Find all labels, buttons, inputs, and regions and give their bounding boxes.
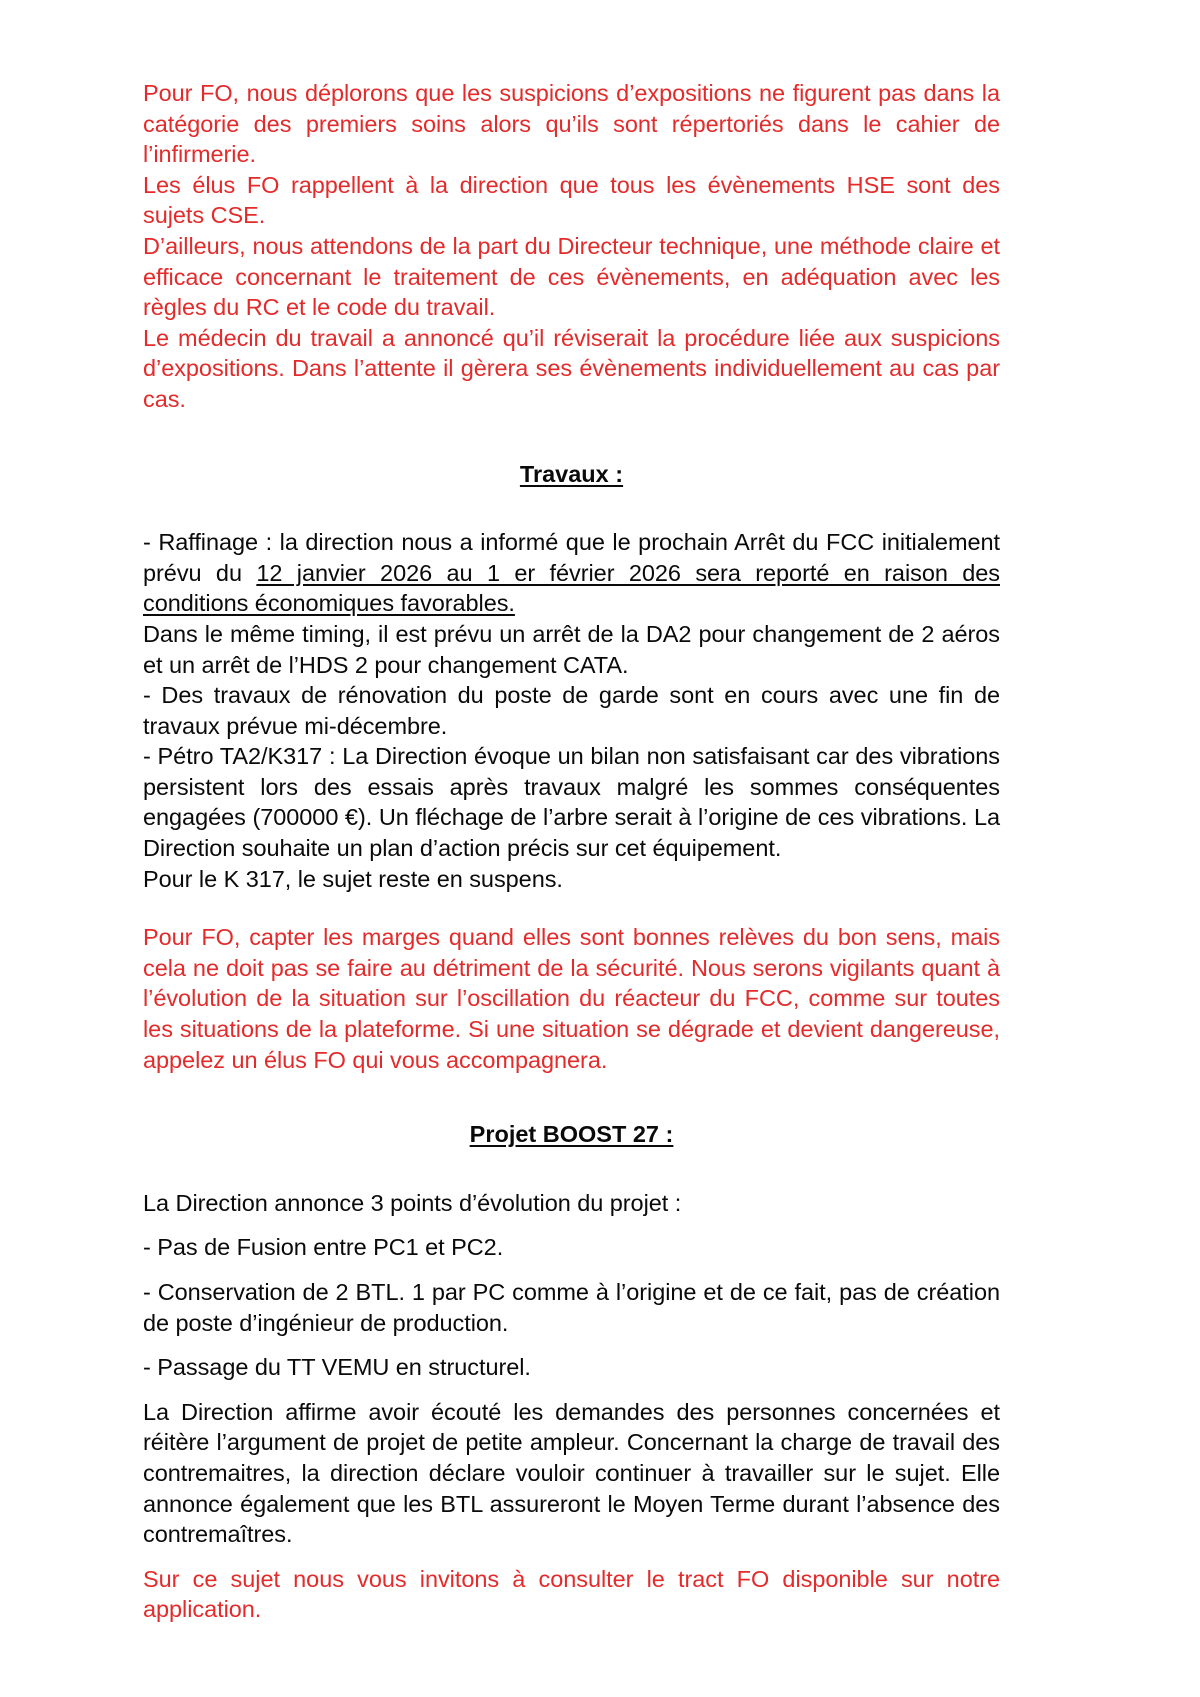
fo-exposures-comment-block bbox=[143, 78, 1000, 415]
document-body bbox=[143, 78, 1000, 1625]
spacer bbox=[143, 1150, 1000, 1188]
spacer bbox=[143, 415, 1000, 459]
paragraph-petro-ta2-k317: - Pétro TA2/K317 : La Direction évoque un bilan non satisfaisant car des vibrations persistent lors des essais après travaux malgré les sommes conséquentes engagées (700000 €). Un fléchage de l’arbre serait à l’origine de ces vibrations. La Direction souhaite un plan d’action précis sur cet équipement. bbox=[143, 743, 1000, 862]
paragraph-boost-point-2: - Conservation de 2 BTL. 1 par PC comme à l’origine et de ce fait, pas de création de poste d’ingénieur de production. bbox=[143, 1279, 1000, 1336]
spacer bbox=[143, 489, 1000, 527]
raffinage-underlined-text: 12 janvier 2026 au 1 er février 2026 sera reporté en raison des conditions économiques favorables. bbox=[143, 559, 1000, 617]
paragraph-fo-exposures-3: D’ailleurs, nous attendons de la part du Directeur technique, une méthode claire et efficace concernant le traitement de ces évènements, en adéquation avec les règles du RC et le code du travail. bbox=[143, 232, 1000, 321]
paragraph-k317-suspens: Pour le K 317, le sujet reste en suspens. bbox=[143, 865, 563, 892]
paragraph-poste-garde: - Des travaux de rénovation du poste de garde sont en cours avec une fin de travaux prévue mi-décembre. bbox=[143, 682, 1000, 739]
spacer bbox=[143, 1338, 1000, 1352]
paragraph-raffinage bbox=[143, 527, 1000, 619]
travaux-body-block bbox=[143, 527, 1000, 894]
spacer bbox=[143, 1383, 1000, 1397]
spacer bbox=[143, 1218, 1000, 1232]
paragraph-boost-intro: La Direction annonce 3 points d’évolution du projet : bbox=[143, 1189, 682, 1216]
raffinage-lead-text: - Raffinage : la direction nous a informé que le prochain Arrêt du FCC initialement prévu du bbox=[143, 529, 1000, 586]
spacer bbox=[143, 1075, 1000, 1119]
paragraph-boost-point-3: - Passage du TT VEMU en structurel. bbox=[143, 1354, 531, 1381]
paragraph-fo-margins-comment: Pour FO, capter les marges quand elles sont bonnes relèves du bon sens, mais cela ne doit pas se faire au détriment de la sécurité. Nous serons vigilants quant à l’évolution de la situation sur l’oscillation du réacteur du FCC, comme sur toutes les situations de la plateforme. Si une situation se dégrade et devient dangereuse, appelez un élus FO qui vous accompagnera. bbox=[143, 924, 1000, 1073]
paragraph-boost-direction-statement: La Direction affirme avoir écouté les demandes des personnes concernées et réitère l’argument de projet de petite ampleur. Concernant la charge de travail des contremaitres, la direction déclare vouloir continuer à travailler sur le sujet. Elle annonce également que les BTL assureront le Moyen Terme durant l’absence des contremaîtres. bbox=[143, 1398, 1000, 1548]
paragraph-timing: Dans le même timing, il est prévu un arrêt de la DA2 pour changement de 2 aéros et un arrêt de l’HDS 2 pour changement CATA. bbox=[143, 620, 1000, 678]
heading-travaux: Travaux : bbox=[519, 460, 624, 487]
paragraph-boost-point-1: - Pas de Fusion entre PC1 et PC2. bbox=[143, 1234, 504, 1261]
paragraph-fo-exposures-2: Les élus FO rappellent à la direction que tous les évènements HSE sont des sujets CSE. bbox=[143, 171, 1000, 229]
spacer bbox=[143, 1263, 1000, 1277]
paragraph-fo-exposures-1: Pour FO, nous déplorons que les suspicions d’expositions ne figurent pas dans la catégorie des premiers soins alors qu’ils sont répertoriés dans le cahier de l’infirmerie. bbox=[143, 80, 1000, 168]
spacer bbox=[143, 894, 1000, 922]
paragraph-fo-exposures-4: Le médecin du travail a annoncé qu’il réviserait la procédure liée aux suspicions d’expositions. Dans l’attente il gèrera ses évènements individuellement au cas par cas. bbox=[143, 324, 1000, 412]
paragraph-fo-tract-invitation: Sur ce sujet nous vous invitons à consulter le tract FO disponible sur notre application. bbox=[143, 1565, 1000, 1623]
heading-projet-boost-27: Projet BOOST 27 : bbox=[469, 1121, 674, 1148]
spacer bbox=[143, 1550, 1000, 1564]
